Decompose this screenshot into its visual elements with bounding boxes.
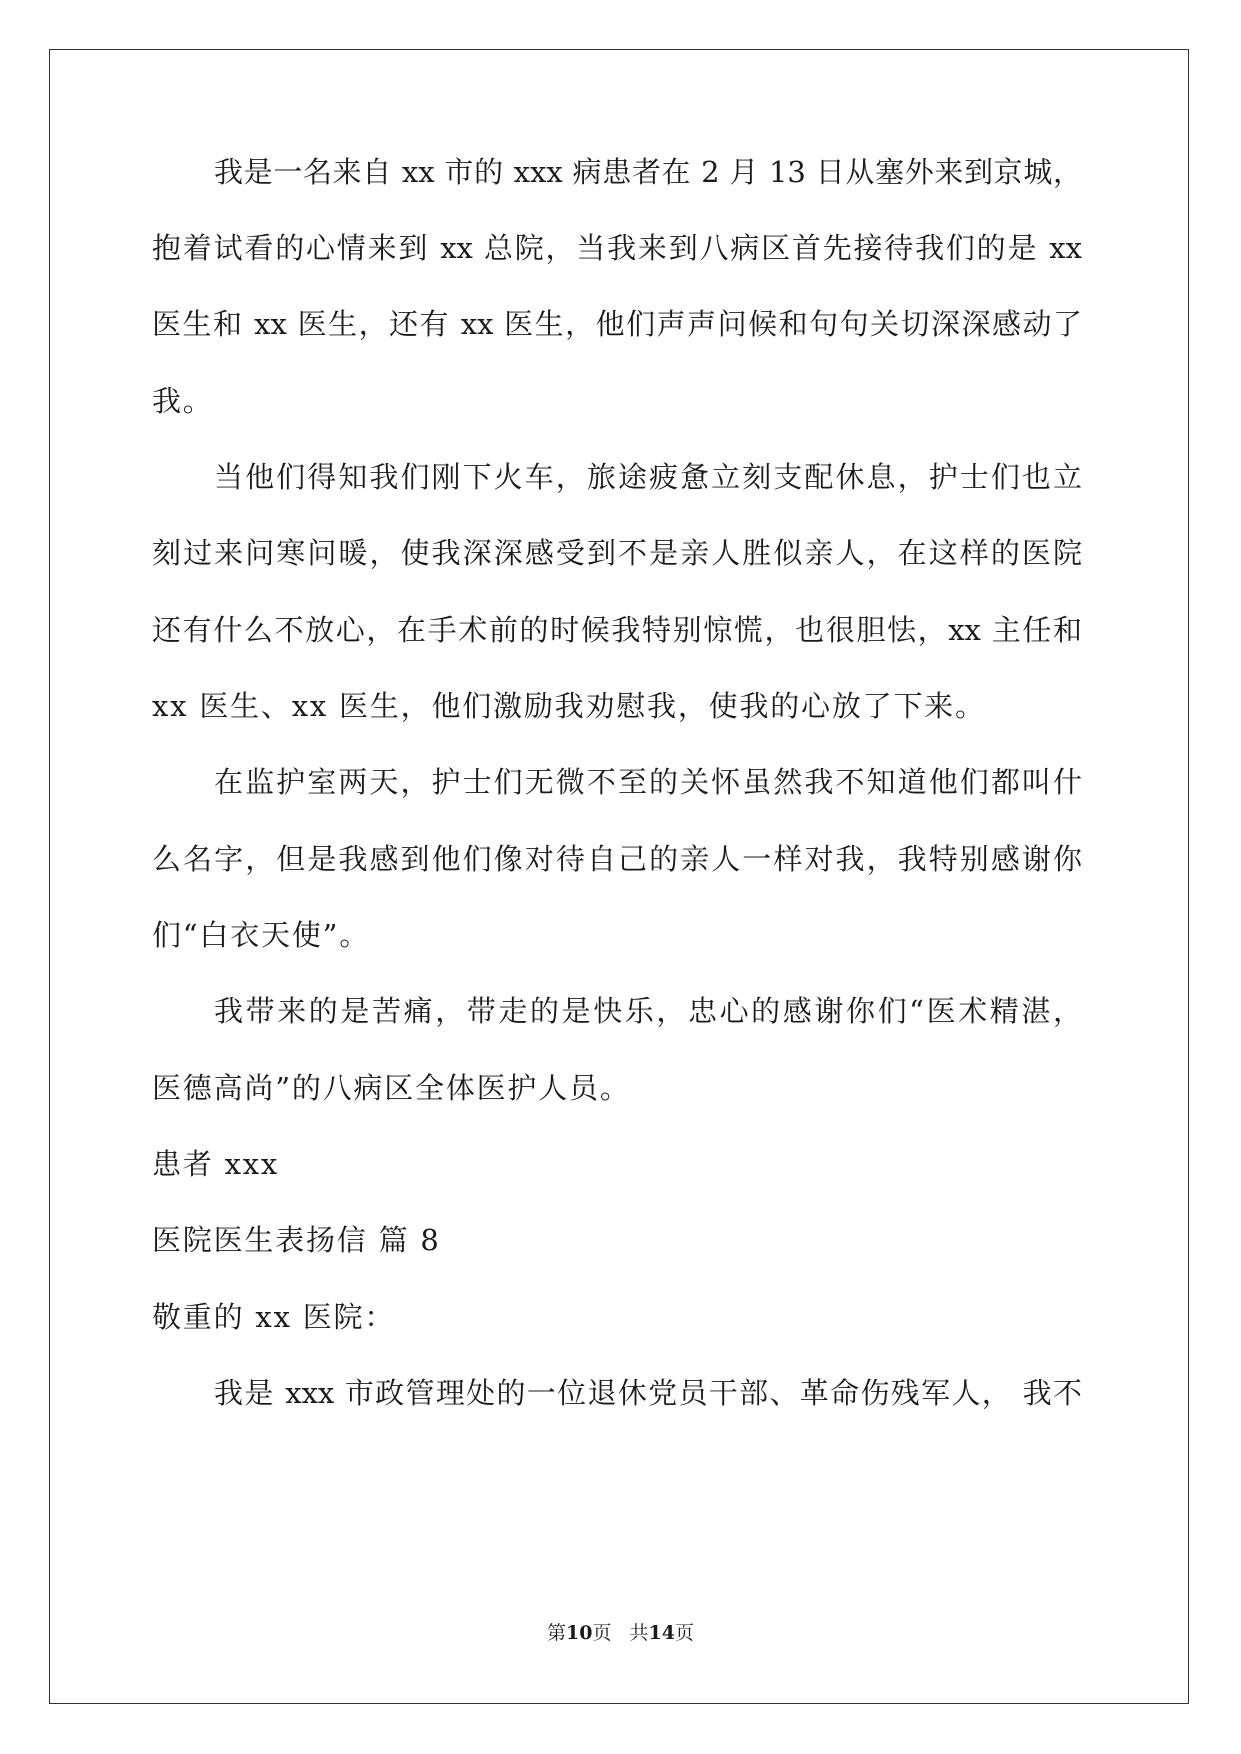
text-line: 么名字，但是我感到他们像对待自己的亲人一样对我，我特别感谢你 [152, 842, 1082, 876]
page-prefix: 第 [547, 1622, 567, 1644]
text-line: 医生和 xx 医生，还有 xx 医生，他们声声问候和句句关切深深感动了 [152, 307, 1082, 341]
text-line: 刻过来问寒问暖，使我深深感受到不是亲人胜似亲人，在这样的医院 [152, 536, 1082, 570]
page-footer [0, 1620, 1241, 1646]
total-pages: 14 [648, 1622, 675, 1644]
text-line: xx 医生、xx 医生，他们激励我劝慰我，使我的心放了下来。 [152, 689, 986, 723]
text-line: 们“白衣天使”。 [152, 918, 371, 952]
text-line: 还有什么不放心，在手术前的时候我特别惊慌，也很胆怯，xx 主任和 [152, 613, 1082, 647]
page-suffix: 页 [592, 1622, 612, 1644]
section-heading: 医院医生表扬信 篇 8 [152, 1223, 441, 1257]
salutation: 敬重的 xx 医院： [152, 1300, 396, 1334]
text-line: 抱着试看的心情来到 xx 总院，当我来到八病区首先接待我们的是 xx [152, 231, 1082, 265]
total-prefix: 共 [629, 1622, 649, 1644]
total-suffix: 页 [674, 1622, 694, 1644]
text-line: 我。 [152, 384, 214, 418]
text-line: 在监护室两天，护士们无微不至的关怀虽然我不知道他们都叫什 [214, 765, 1082, 799]
text-line: 我是一名来自 xx 市的 xxx 病患者在 2 月 13 日从塞外来到京城， [214, 155, 1082, 189]
text-line: 我是 xxx 市政管理处的一位退休党员干部、革命伤残军人， 我不 [214, 1376, 1082, 1410]
signature-line: 患者 xxx [152, 1147, 280, 1181]
page-number: 10 [566, 1622, 593, 1644]
text-line: 我带来的是苦痛，带走的是快乐，忠心的感谢你们“医术精湛， [214, 994, 1082, 1028]
text-line: 当他们得知我们刚下火车，旅途疲惫立刻支配休息，护士们也立 [214, 460, 1082, 494]
text-line: 医德高尚”的八病区全体医护人员。 [152, 1071, 631, 1105]
